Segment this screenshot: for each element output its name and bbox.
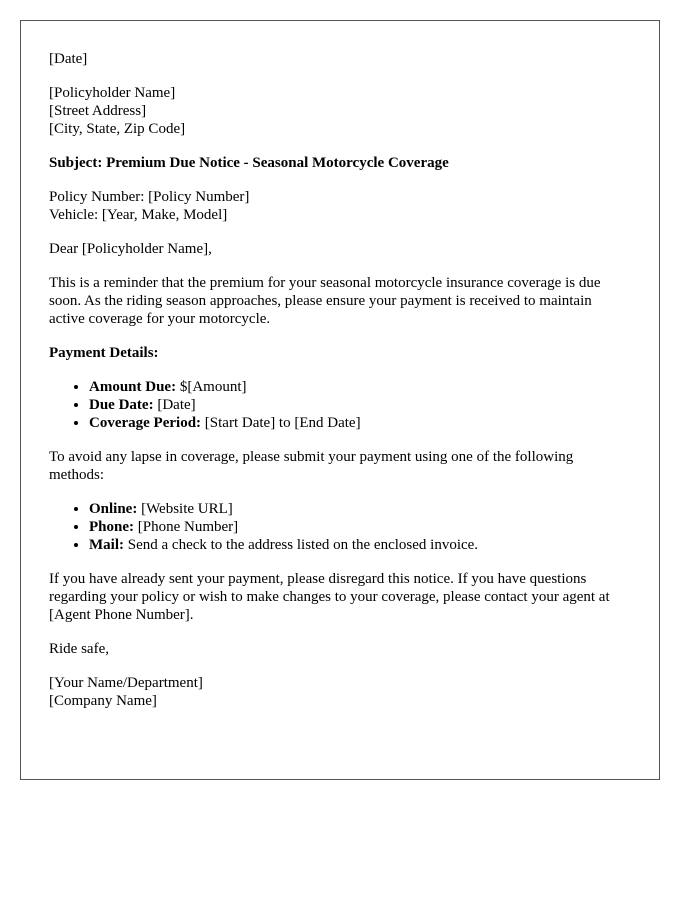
mail-label: Mail:: [89, 537, 124, 553]
mail-value: Send a check to the address listed on the enclosed invoice.: [124, 537, 479, 553]
salutation: Dear [Policyholder Name],: [49, 241, 212, 257]
recipient-address: [49, 84, 631, 138]
amount-due-label: Amount Due:: [89, 379, 177, 395]
vehicle-info: Vehicle: [Year, Make, Model]: [49, 207, 228, 223]
list-item: [89, 536, 631, 554]
payment-details-list: [49, 378, 631, 432]
online-label: Online:: [89, 501, 138, 517]
recipient-street: [Street Address]: [49, 103, 147, 119]
sender-name: [Your Name/Department]: [49, 675, 203, 691]
list-item: [89, 414, 631, 432]
list-item: [89, 518, 631, 536]
recipient-city: [City, State, Zip Code]: [49, 121, 186, 137]
online-value: [Website URL]: [137, 501, 233, 517]
coverage-period-value: [Start Date] to [End Date]: [201, 415, 361, 431]
recipient-name: [Policyholder Name]: [49, 85, 176, 101]
closing-paragraph: If you have already sent your payment, please disregard this notice. If you have questions regarding your policy or wish to make changes to your coverage, please contact your agent at [Agent Phone Number].: [49, 571, 610, 623]
phone-value: [Phone Number]: [134, 519, 239, 535]
amount-due-value: $[Amount]: [176, 379, 247, 395]
intro-paragraph: This is a reminder that the premium for your seasonal motorcycle insurance coverage is due soon. As the riding season approaches, please ensure your payment is received to maintain active coverage for your motorcycle.: [49, 275, 601, 327]
payment-details-heading: [49, 344, 631, 362]
letter-page: [20, 20, 660, 780]
due-date-label: Due Date:: [89, 397, 154, 413]
payment-details-heading-text: Payment Details:: [49, 345, 159, 361]
phone-label: Phone:: [89, 519, 134, 535]
list-item: [89, 500, 631, 518]
letter-date: [Date]: [49, 51, 88, 67]
signoff: Ride safe,: [49, 641, 109, 657]
policy-info: [49, 188, 631, 224]
sender-company: [Company Name]: [49, 693, 157, 709]
list-item: [89, 378, 631, 396]
coverage-period-label: Coverage Period:: [89, 415, 202, 431]
subject-line: Subject: Premium Due Notice - Seasonal Motorcycle Coverage: [49, 155, 449, 171]
methods-intro: To avoid any lapse in coverage, please submit your payment using one of the following methods:: [49, 449, 574, 483]
policy-number: Policy Number: [Policy Number]: [49, 189, 250, 205]
due-date-value: [Date]: [153, 397, 196, 413]
list-item: [89, 396, 631, 414]
sender-block: [49, 674, 631, 710]
payment-methods-list: [49, 500, 631, 554]
